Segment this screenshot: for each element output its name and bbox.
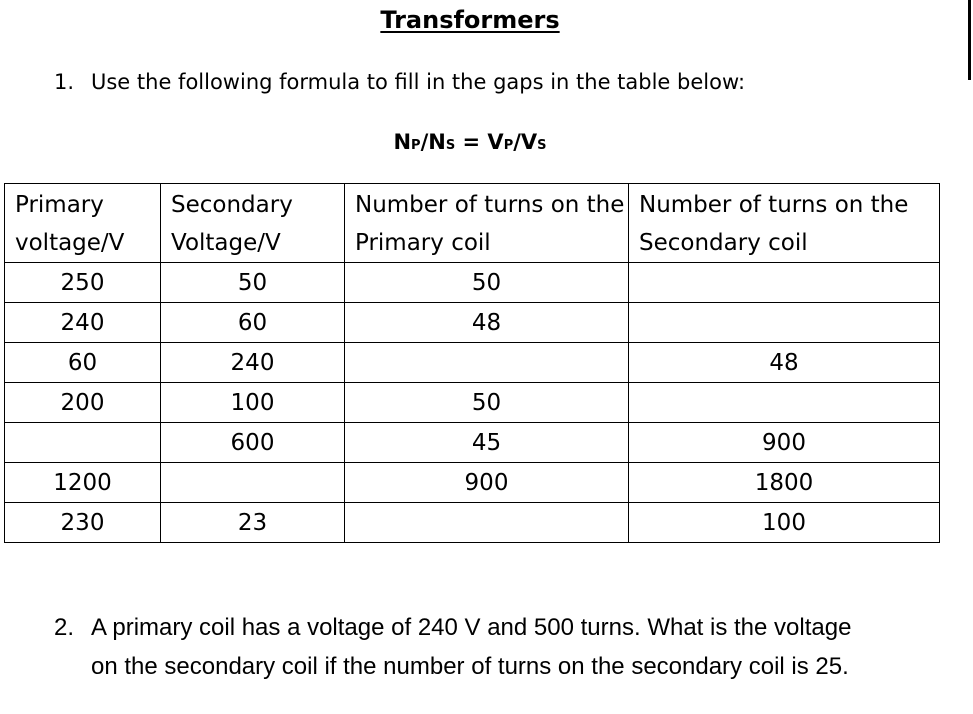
cell-secondary-voltage: 600 <box>161 423 345 463</box>
formula-slash-v: /V <box>513 130 538 154</box>
cell-primary-voltage: 60 <box>5 343 161 383</box>
header-secondary-voltage: Secondary Voltage/V <box>161 184 345 263</box>
question-2-line-1 <box>54 608 954 647</box>
formula <box>0 130 940 154</box>
cell-secondary-turns <box>629 303 940 343</box>
formula-sub-s-2: S <box>537 138 547 153</box>
transformer-table <box>4 183 940 543</box>
header-primary-turns: Number of turns on the Primary coil <box>345 184 629 263</box>
cell-secondary-voltage: 50 <box>161 263 345 303</box>
cell-primary-turns <box>345 503 629 543</box>
cell-secondary-turns: 100 <box>629 503 940 543</box>
table-row <box>5 263 940 303</box>
cell-secondary-voltage: 60 <box>161 303 345 343</box>
question-1 <box>54 70 745 94</box>
cell-secondary-voltage: 100 <box>161 383 345 423</box>
question-2-line-2: on the secondary coil if the number of turns on the secondary coil is 25. <box>91 653 849 680</box>
formula-slash-n: /N <box>420 130 446 154</box>
formula-n: N <box>393 130 412 154</box>
table-row <box>5 423 940 463</box>
cell-primary-voltage: 1200 <box>5 463 161 503</box>
question-2 <box>54 608 954 686</box>
cell-secondary-voltage: 240 <box>161 343 345 383</box>
cell-secondary-voltage: 23 <box>161 503 345 543</box>
cell-primary-turns: 50 <box>345 383 629 423</box>
page-title: Transformers <box>380 6 560 34</box>
cell-primary-voltage: 240 <box>5 303 161 343</box>
table-row <box>5 383 940 423</box>
cell-secondary-turns: 900 <box>629 423 940 463</box>
cell-secondary-turns: 48 <box>629 343 940 383</box>
header-secondary-turns: Number of turns on the Secondary coil <box>629 184 940 263</box>
cell-secondary-turns <box>629 383 940 423</box>
formula-sub-p-2: P <box>503 138 514 153</box>
cell-primary-turns <box>345 343 629 383</box>
cell-primary-voltage: 200 <box>5 383 161 423</box>
formula-equals-v: = V <box>455 130 504 154</box>
table-row <box>5 463 940 503</box>
table-row <box>5 303 940 343</box>
question-2-number: 2. <box>54 614 75 641</box>
question-2-text-1: A primary coil has a voltage of 240 V and 500 turns. What is the voltage <box>91 614 852 641</box>
cell-primary-voltage <box>5 423 161 463</box>
cell-primary-voltage: 250 <box>5 263 161 303</box>
cell-primary-turns: 45 <box>345 423 629 463</box>
cell-secondary-voltage <box>161 463 345 503</box>
cell-secondary-turns <box>629 263 940 303</box>
cell-secondary-turns: 1800 <box>629 463 940 503</box>
table-header-row <box>5 184 940 263</box>
question-1-number: 1. <box>54 70 75 94</box>
cell-primary-voltage: 230 <box>5 503 161 543</box>
formula-sub-s: S <box>445 138 456 153</box>
formula-sub-p: P <box>411 138 421 153</box>
table-row <box>5 503 940 543</box>
cell-primary-turns: 50 <box>345 263 629 303</box>
table-row <box>5 343 940 383</box>
page-edge-line <box>968 0 971 80</box>
cell-primary-turns: 48 <box>345 303 629 343</box>
question-1-text: Use the following formula to fill in the gaps in the table below: <box>91 70 746 94</box>
cell-primary-turns: 900 <box>345 463 629 503</box>
header-primary-voltage: Primary voltage/V <box>5 184 161 263</box>
